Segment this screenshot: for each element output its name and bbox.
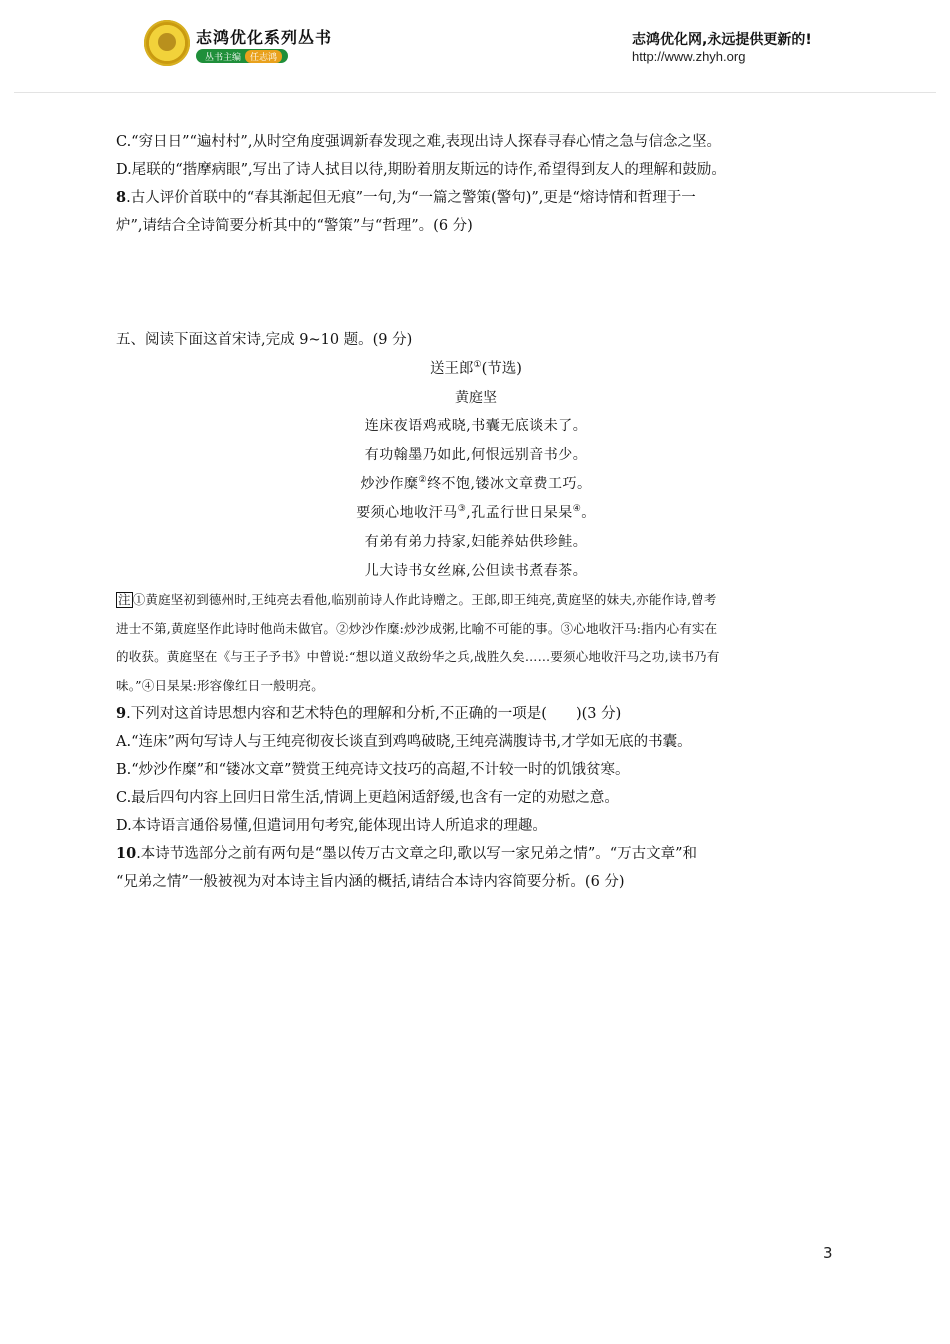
poem-line-text: 要须心地收汗马 — [356, 505, 458, 521]
question-10-line-1 — [116, 840, 836, 868]
poem-line — [116, 528, 836, 557]
poem-line-text: 儿大诗书女丝麻,公但读书煮春茶。 — [364, 563, 588, 579]
answer-space-q8 — [116, 240, 836, 326]
poem-line-text: 有弟有弟力持家,妇能养姑供珍鲑。 — [364, 534, 588, 550]
section-five-heading: 五、阅读下面这首宋诗,完成 9~10 题。(9 分) — [116, 332, 413, 348]
poem-line-text: 有功翰墨乃如此,何恨远别音书少。 — [364, 447, 588, 463]
page-content — [116, 128, 836, 896]
page-header — [0, 0, 950, 92]
notes-line-4: 味。”④日杲杲:形容像红日一般明亮。 — [116, 677, 324, 693]
poem-line — [116, 557, 836, 586]
notes-mark: 注 — [118, 592, 131, 607]
poem-line-text: 终不饱,镂冰文章费工巧。 — [427, 476, 592, 492]
poem-line — [116, 499, 836, 528]
poem-line — [116, 470, 836, 499]
header-divider — [14, 92, 936, 93]
question-8-number: 8 — [116, 189, 127, 206]
poem-line-text: 炒沙作糜 — [360, 476, 419, 492]
question-9-option-d: D.本诗语言通俗易懂,但遣词用句考究,能体现出诗人所追求的理趣。 — [116, 818, 547, 834]
question-9-option-b: B.“炒沙作糜”和“镂冰文章”赞赏王纯亮诗文技巧的高超,不计较一时的饥饿贫寒。 — [116, 762, 630, 778]
poem-line-text: ,孔孟行世日杲杲 — [466, 505, 573, 521]
header-url[interactable]: http://www.zhyh.org — [632, 49, 746, 64]
page-number: 3 — [823, 1244, 833, 1262]
notes-line-1 — [116, 586, 836, 615]
question-8-line-2: 炉”,请结合全诗简要分析其中的“警策”与“哲理”。(6 分) — [116, 218, 473, 234]
poem-title-note-ref: ① — [473, 360, 482, 370]
option-c-q7: C.“穷日日”“遍村村”,从时空角度强调新春发现之难,表现出诗人探春寻春心情之急与信念之坚。 — [116, 134, 722, 150]
poem-line-text: 连床夜语鸡戒晓,书囊无底谈未了。 — [364, 418, 588, 434]
poem-note-ref: ② — [418, 475, 428, 485]
publisher-logo — [144, 20, 190, 66]
series-title: 志鸿优化系列丛书 — [196, 28, 333, 47]
question-8-line-1 — [116, 184, 836, 212]
option-d-q7: D.尾联的“揩摩病眼”,写出了诗人拭目以待,期盼着朋友斯远的诗作,希望得到友人的理解和鼓励。 — [116, 162, 726, 178]
poem-line — [116, 441, 836, 470]
notes-line-2: 进士不第,黄庭坚作此诗时他尚未做官。②炒沙作糜:炒沙成粥,比喻不可能的事。③心地收汗马:指内心有实在 — [116, 620, 718, 636]
question-9-option-c: C.最后四句内容上回归日常生活,情调上更趋闲适舒缓,也含有一定的劝慰之意。 — [116, 790, 619, 806]
notes-text-1: ①黄庭坚初到德州时,王纯亮去看他,临别前诗人作此诗赠之。王郎,即王纯亮,黄庭坚的妹夫,亦能作诗,曾考 — [132, 592, 717, 607]
notes-line-3: 的收获。黄庭坚在《与王子予书》中曾说:“想以道义敌纷华之兵,战胜久矣……要须心地收汗马之功,读书乃有 — [116, 649, 720, 664]
editor-tag — [196, 49, 288, 63]
question-10-number: 10 — [116, 845, 137, 862]
question-9-number: 9 — [116, 705, 127, 722]
editor-name: 任志鸿 — [245, 50, 282, 63]
poem-title-text: 送王郎 — [430, 361, 474, 377]
question-8-text-1: .古人评价首联中的“春其渐起但无痕”一句,为“一篇之警策(警句)”,更是“熔诗情和哲理于一 — [126, 190, 696, 206]
question-10-text-1: .本诗节选部分之前有两句是“墨以传万古文章之印,歌以写一家兄弟之情”。“万古文章”和 — [136, 846, 698, 862]
editor-label: 丛书主编 — [205, 52, 242, 63]
poem-title — [116, 354, 836, 384]
poem-author: 黄庭坚 — [455, 390, 497, 406]
question-9-text: .下列对这首诗思想内容和艺术特色的理解和分析,不正确的一项是( )(3 分) — [126, 706, 622, 722]
poem-line-text: 。 — [581, 505, 596, 521]
question-9-stem — [116, 700, 836, 728]
question-9-option-a: A.“连床”两句写诗人与王纯亮彻夜长谈直到鸡鸣破晓,王纯亮满腹诗书,才学如无底的书囊。 — [116, 734, 692, 750]
poem-note-ref: ④ — [572, 504, 582, 514]
poem-note-ref: ③ — [457, 504, 467, 514]
poem-line — [116, 412, 836, 441]
question-10-line-2: “兄弟之情”一般被视为对本诗主旨内涵的概括,请结合本诗内容简要分析。(6 分) — [116, 874, 625, 890]
header-slogan: 志鸿优化网,永远提供更新的! — [632, 32, 812, 48]
poem-title-suffix: (节选) — [481, 361, 522, 377]
